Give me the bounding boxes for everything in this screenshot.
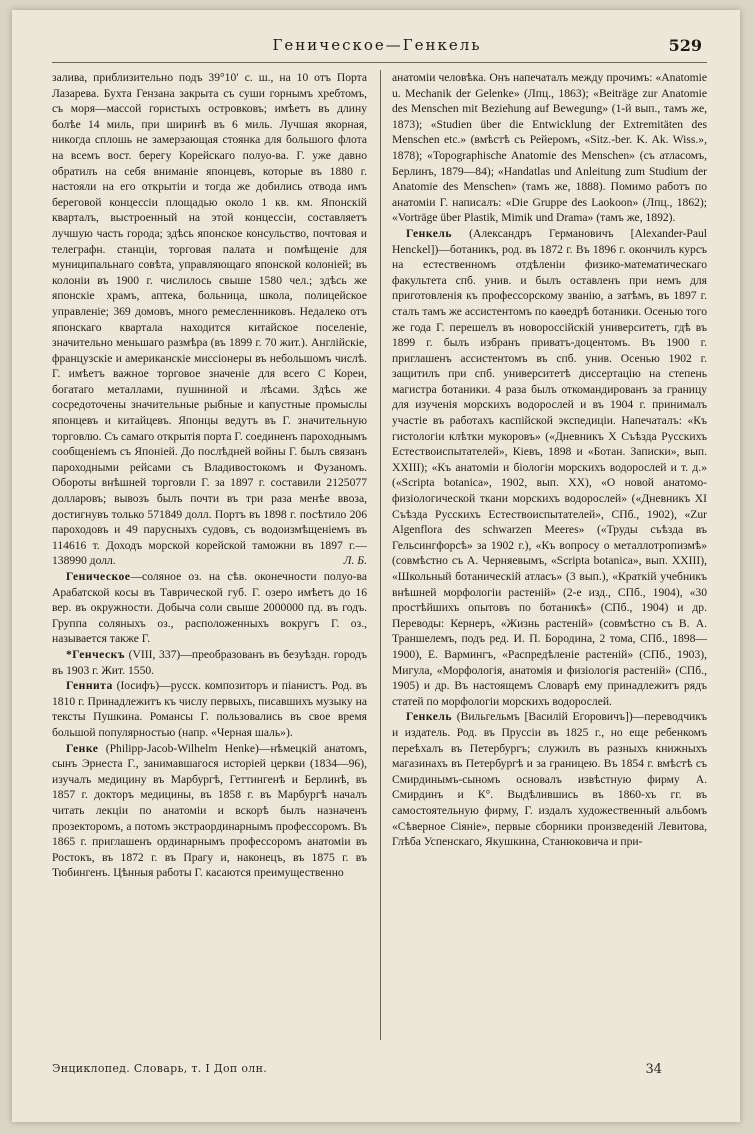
entry-genkel-wilhelm bbox=[392, 709, 707, 849]
entry-continuation bbox=[52, 70, 367, 569]
page-number: 529 bbox=[668, 36, 702, 55]
printer-signature: 34 bbox=[645, 1062, 662, 1077]
headword: Генкель bbox=[406, 710, 452, 724]
entry-genke bbox=[52, 741, 367, 881]
entry-text: (VIII, 337)—преобразованъ въ безуѣздн. городъ въ 1903 г. Жит. 1550. bbox=[52, 647, 367, 677]
headword: Геннита bbox=[66, 679, 113, 693]
headword: Геническое bbox=[66, 570, 131, 583]
entry-gennita bbox=[52, 678, 367, 740]
page-header bbox=[52, 36, 702, 60]
entry-continuation bbox=[392, 70, 707, 226]
entry-signature: Л. Б. bbox=[343, 554, 367, 568]
page-footer bbox=[52, 1062, 702, 1082]
headword: Генкель bbox=[406, 226, 452, 240]
entry-text: (Александръ Германовичъ [Alexander-Paul Henckel])—ботаникъ, род. въ 1872 г. Въ 1896 г. окончилъ курсъ на естественномъ отдѣленіи физико-математическаго факультета спб. унив. и былъ оставленъ при немъ для приготовленія къ профессорскому званію, а затѣмъ, въ 1897 г. сталъ тамъ же ассистентомъ по каѳедрѣ ботаники. Осенью того же года Г. перешелъ въ новороссійскій университетъ, гдѣ въ 1899 г. былъ избранъ приватъ-доцентомъ. Въ 1900 г. приглашенъ ассистентомъ въ спб. унив. Осенью 1902 г. защитилъ при спб. университетѣ диссертацію на степень магистра ботаники. 4 раза былъ откомандированъ за границу для изученія морскихъ водорослей и въ 1904 г. принималъ участіе въ работахъ каспійской экспедиціи. Напечаталъ: «Къ гистологіи клѣтки мукоровъ» («Дневникъ X Съѣзда Русскихъ Естествоиспытателей», Кіевъ, 1898 и «Ботан. Записки», вып. XXIII); «Къ анатоміи и біологіи морскихъ водорослей и т. д.» («Scripta botanica», 1902, вып. XX), «О новой анатомо-физіологической ткани морскихъ водорослей» («Дневникъ XI Съѣзда Русскихъ Естествоиспытателей», СПб., 1902), «Zur Algenflora des schwarzen Meeres» («Труды съѣзда въ Гельсингфорсѣ» за 1902 г.), «Къ вопросу о металлотропизмѣ» (совмѣстно съ А. Черняевымъ, «Scripta botanica», вып. XXIII), «Школьный ботаническій атласъ» (3 вып.), «Краткій учебникъ внѣшней морфологіи растеній» (2-е изд., СПб., 1904), «30 простѣйшихъ опытовъ по ботаникѣ» (СПб., 1904) и др. Переводы: Кернеръ, «Жизнь растеній» (совмѣстно съ В. А. Траншелемъ, подъ ред. И. П. Бородина, 2 тома, СПб., 1898—1900), Е. Вармингъ, «Распредѣленіе растеній» (СПб., 1903), Мигула, «Морфологія, анатомія и физіологія растеній» (СПб., 1905) и др. Въ настоящемъ Словарѣ ему принадлежитъ рядъ статей по морфологіи морскихъ водорослей. bbox=[392, 226, 707, 708]
column-divider bbox=[380, 70, 381, 1040]
entry-text: залива, приблизительно подъ 39°10′ с. ш., на 10 отъ Порта Лазарева. Бухта Гензана закрыта съ суши горнымъ хребтомъ, съ моря—массой гористыхъ островковъ; имѣетъ въ длину болѣе 14 миль, при ширинѣ въ 6 миль. Лучшая якорная, никогда сплошь не замерзающая стоянка для большого флота на всемъ вост. берегу Корейскаго полуо-ва. Г. уже давно обратилъ на себя вниманіе японцевъ, которые въ 1880 г. настояли на его открытіи и тогда же добились отвода имъ береговой концессіи площадью около 1 кв. км. Японскій кварталъ, выстроенный на этой концессіи, составляетъ лучшую часть города; здѣсь японское консульство, почтовая и телеграфн. станціи, торговая палата и помѣщеніе для муниципальнаго совѣта, управляющаго японской колоніей; въ колоніи въ 1900 г. числилось свыше 1580 чел.; здѣсь же японскіе храмъ, аптека, больница, школа, полицейское управленіе; 369 домовъ, много ремесленниковъ. Недалеко отъ японскаго квартала находится китайское поселеніе, значительно меньшаго размѣра (въ 1899 г. 70 жит.). Англійскіе, французскіе и американскіе миссіонеры въ небольшомъ числѣ. Г. имѣетъ важное торговое значеніе для всего С Кореи, богатаго металлами, пушниной и лѣсами. Здѣсь же сосредоточены значительные рыбные и капустные промыслы японцевъ и китайцевъ. Японцы ведутъ въ Г. значительную торговлю. Съ самаго открытія порта Г. соединенъ пароходнымъ сообщеніемъ съ Японіей. До послѣдней войны Г. былъ связанъ пароходными рейсами съ Владивостокомъ и Фузаномъ. Обороты внѣшней торговли Г. за 1897 г. составили 2125077 долларовъ; вывозъ былъ почти въ три раза менѣе ввоза, достигнувъ только 571849 долл. Портъ въ 1898 г. посѣтило 206 пароходовъ и 49 парусныхъ судовъ, съ водоизмѣщеніемъ въ 114616 т. Доходъ морской корейской таможни въ 1897 г.—138990 долл. bbox=[52, 71, 367, 568]
entry-genicheskoe bbox=[52, 569, 367, 647]
entry-genchesk bbox=[52, 647, 367, 678]
entry-text: (Іосифъ)—русск. композиторъ и піанистъ. Род. въ 1810 г. Принадлежитъ къ числу первыхъ, писавшихъ музыку на тексты Пушкина. Романсы Г. пользовались въ свое время большой популярностью (напр. «Черная шаль»). bbox=[52, 679, 367, 739]
entry-text: (Вильгельмъ [Василій Егоровичъ])—переводчикъ и издатель. Род. въ Пруссіи въ 1825 г., но еще ребенкомъ переѣхалъ въ Петербургъ; служилъ въ разныхъ книжныхъ магазинахъ въ Петербургѣ и за границею. Въ 1854 г. вмѣстѣ съ Смирдинымъ-сыномъ основалъ извѣстную фирму А. Смирдинъ и К°. Выдѣлившись въ 1860-хъ гг. въ самостоятельную фирму, Г. издалъ художественный альбомъ «Сѣверное Сіяніе», первые сборники произведеній Левитова, Глѣба Успенскаго, Якушкина, Станюковича и при- bbox=[392, 710, 707, 849]
headword: *Генческъ bbox=[66, 647, 126, 661]
entry-text: (Philipp-Jacob-Wilhelm Henke)—нѣмецкій анатомъ, сынъ Эрнеста Г., занимавшагося исторіей церкви (1834—96), изучалъ медицину въ Марбургѣ, Геттингенѣ и Берлинѣ, въ 1857 г. докторъ медицины, въ 1858 г. въ Марбургѣ началъ читать лекціи по анатоміи и вскорѣ былъ назначенъ прозекторомъ, а потомъ экстраординарнымъ профессоромъ. Въ 1865 г. приглашенъ ординарнымъ профессоромъ анатоміи въ Ростокъ, въ 1872 г. въ Прагу и, наконецъ, въ 1875 г. въ Тюбингенъ. Цѣнныя работы Г. касаются преимущественно bbox=[52, 741, 367, 880]
left-column bbox=[52, 70, 367, 1040]
headword: Генке bbox=[66, 741, 99, 755]
book-page bbox=[12, 10, 740, 1122]
footer-signature-line: Энциклопед. Словарь, т. I Доп олн. bbox=[52, 1062, 267, 1075]
text-columns bbox=[52, 70, 708, 1040]
header-rule bbox=[52, 62, 707, 63]
right-column bbox=[392, 70, 707, 1040]
entry-text: анатоміи человѣка. Онъ напечаталъ между прочимъ: «Anatomie u. Mechanik der Gelenke» (Лпц., 1863); «Beiträge zur Anatomie des Menschen mit Beziehung auf Bewegung» (1-й вып., тамъ же, 1873); «Studien über die Entwicklung der Extremitäten des Menschen etc.» (вмѣстѣ съ Рейеромъ, «Sitz.-ber. K. Ak. Wiss.», 1878); «Topographische Anatomie des Menschen» (съ атласомъ, Берлинъ, 1879—84); «Handatlas und Anleitung zum Studium der Anatomie des Menschen» (тамъ же, 1888). Помимо работъ по анатоміи Г. написалъ: «Die Gruppe des Laokoon» (Лпц., 1862); «Vorträge über Plastik, Mimik und Drama» (тамъ же, 1892). bbox=[392, 71, 707, 225]
entry-text: —соляное оз. на сѣв. оконечности полуо-ва Арабатской косы въ Таврической губ. Г. озеро имѣетъ до 16 вер. въ окружности. Добыча соли свыше 2000000 пд. въ годъ. Группа соляныхъ оз., расположенныхъ вокругъ Г. оз., называется также Г. bbox=[52, 570, 367, 646]
running-head: Геническое—Генкель bbox=[272, 36, 482, 54]
entry-genkel-alexander bbox=[392, 226, 707, 709]
